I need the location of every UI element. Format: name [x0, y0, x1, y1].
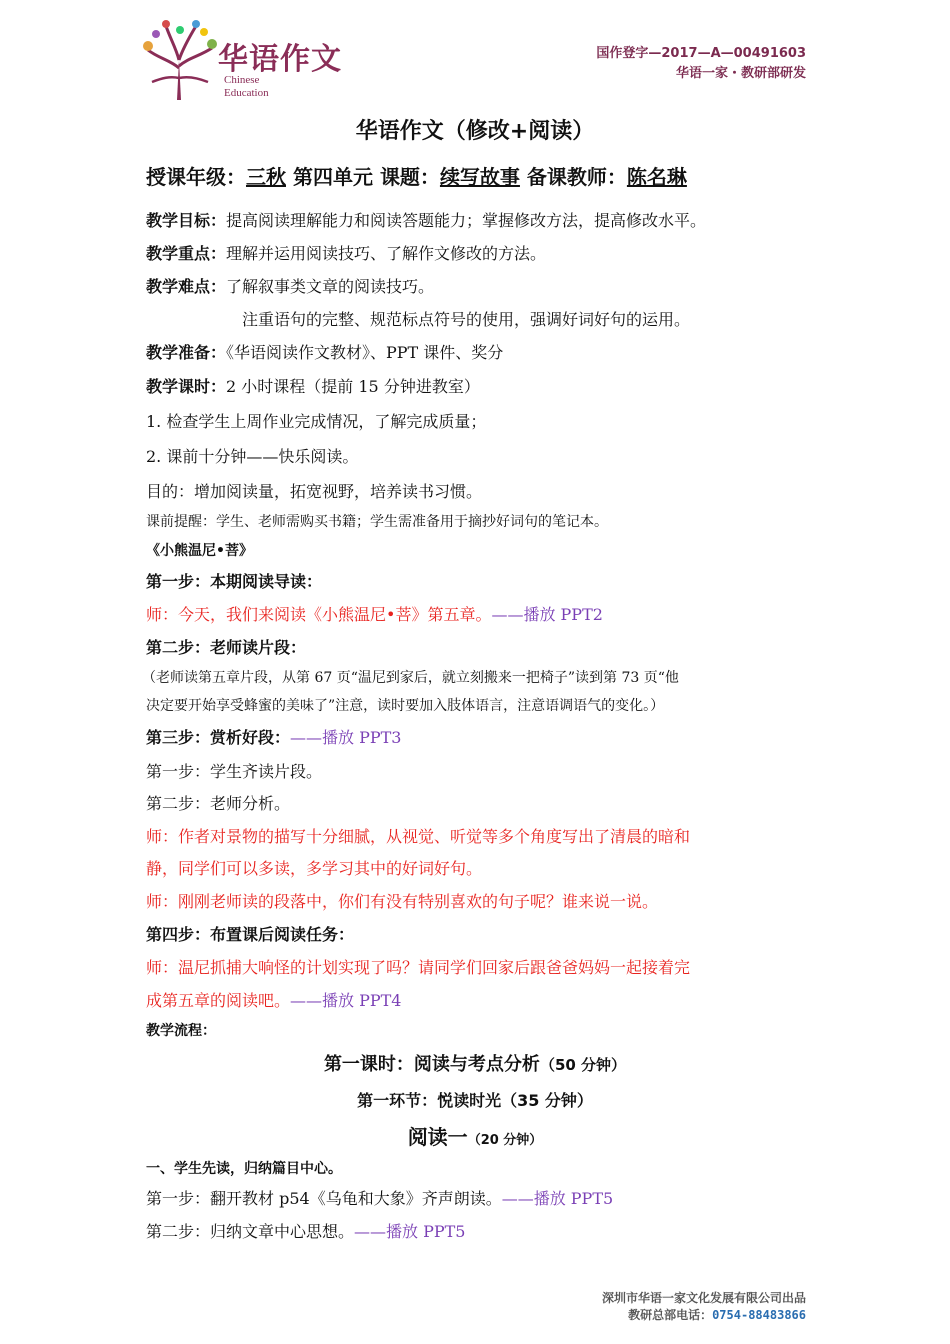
key-label: 教学重点：: [146, 244, 227, 263]
flow-heading: 教学流程：: [146, 1023, 216, 1039]
unit-value: 第四单元: [292, 165, 373, 189]
logo-sub-line2: Education: [224, 87, 269, 99]
read1-title: 阅读一: [407, 1125, 468, 1149]
step1-ppt: ——播放 PPT2: [491, 605, 603, 624]
topic-value: 续写故事: [439, 165, 520, 189]
step1-teacher-text: 师：今天，我们来阅读《小熊温尼•菩》第五章。: [146, 605, 492, 624]
teacher-task-a: 师：温尼抓捕大响怪的计划实现了吗？请同学们回家后跟爸爸妈妈一起接着完: [146, 958, 691, 977]
logo: [140, 20, 350, 102]
step3-heading: 第三步：赏析好段：: [146, 728, 291, 747]
lesson1-title: 第一课时：阅读与考点分析: [323, 1054, 540, 1075]
purpose-line: 目的：增加阅读量，拓宽视野，培养读书习惯。: [146, 482, 483, 501]
reading-step2-text: 第二步：归纳文章中心思想。: [146, 1222, 355, 1241]
list-item-1: 1. 检查学生上周作业完成情况，了解完成质量；: [146, 412, 487, 431]
time-line: [146, 374, 480, 397]
prep-line: [146, 340, 503, 363]
read1-time: （20 分钟）: [467, 1133, 543, 1148]
teacher-value: 陈名琳: [626, 165, 687, 189]
substep-1: 第一步：学生齐读片段。: [146, 762, 323, 781]
footer-company: 深圳市华语一家文化发展有限公司出品: [601, 1291, 806, 1305]
lesson1-heading: [0, 1050, 950, 1076]
tree-logo-icon: [140, 20, 218, 102]
difficulty-line: [146, 274, 434, 297]
step1-line: [146, 602, 603, 625]
lesson1-time: （50 分钟）: [539, 1056, 627, 1074]
teacher-question: 师：刚刚老师读的段落中，你们有没有特别喜欢的句子呢？谁来说一说。: [146, 892, 659, 911]
part1-heading: 一、学生先读，归纳篇目中心。: [146, 1161, 342, 1177]
reading-step2: [146, 1219, 466, 1242]
prep-text: 《华语阅读作文教材》、PPT 课件、奖分: [226, 343, 504, 362]
goal-label: 教学目标：: [146, 211, 227, 230]
teacher-task-b: 成第五章的阅读吧。: [146, 991, 291, 1010]
step2-note-2: 决定要开始享受蜂蜜的美味了”注意，读时要加入肢体语言，注意语调语气的变化。）: [146, 698, 665, 714]
step3-line: [146, 725, 402, 748]
footer-contact: [628, 1306, 806, 1323]
reading-step1: [146, 1186, 613, 1209]
goal-line: [146, 208, 706, 231]
step2-heading: 第二步：老师读片段：: [146, 638, 307, 657]
read1-heading: [0, 1121, 950, 1150]
step3-ppt: ——播放 PPT3: [290, 728, 402, 747]
logo-sub-line1: Chinese: [224, 74, 260, 86]
time-text: 2 小时课程（提前 15 分钟进教室）: [226, 377, 480, 396]
reading-step2-ppt: ——播放 PPT5: [354, 1222, 466, 1241]
footer-tel: 0754-88483866: [712, 1308, 806, 1322]
registration-number: 国作登字—2017—A—00491603: [596, 46, 806, 61]
grade-value: 三秋: [246, 165, 286, 189]
reading-step1-ppt: ——播放 PPT5: [501, 1189, 614, 1208]
reading-step1-text: 第一步：翻开教材 p54《乌龟和大象》齐声朗读。: [146, 1189, 502, 1208]
book-title: 《小熊温尼•菩》: [146, 543, 253, 559]
teacher-label: 备课教师：: [526, 165, 627, 189]
key-line: [146, 241, 546, 264]
key-text: 理解并运用阅读技巧、了解作文修改的方法。: [226, 244, 547, 263]
course-info: [146, 161, 687, 190]
time-label: 教学课时：: [146, 377, 227, 396]
footer-tel-label: 教研总部电话：: [628, 1308, 713, 1322]
step2-note-1: （老师读第五章片段，从第 67 页“温尼到家后，就立刻搬来一把椅子”读到第 73 页“他: [142, 670, 679, 686]
logo-title: 华语作文: [218, 42, 342, 77]
section1-heading: 第一环节：悦读时光（35 分钟）: [357, 1091, 593, 1110]
difficulty-text-2: 注重语句的完整、规范标点符号的使用，强调好词好句的运用。: [242, 310, 691, 329]
teacher-analysis-1b: 静，同学们可以多读，多学习其中的好词好句。: [146, 859, 483, 878]
step4-ppt: ——播放 PPT4: [290, 991, 402, 1010]
grade-label: 授课年级：: [146, 165, 246, 189]
page-title: 华语作文（修改+阅读）: [355, 119, 595, 144]
logo-subtitle: [224, 74, 269, 100]
topic-label: 课题：: [379, 165, 440, 189]
difficulty-text-1: 了解叙事类文章的阅读技巧。: [226, 277, 435, 296]
difficulty-label: 教学难点：: [146, 277, 227, 296]
reminder-line: 课前提醒：学生、老师需购买书籍；学生需准备用于摘抄好词句的笔记本。: [146, 514, 608, 530]
prep-label: 教学准备：: [146, 343, 227, 362]
list-item-2: 2. 课前十分钟——快乐阅读。: [146, 447, 359, 466]
substep-2: 第二步：老师分析。: [146, 794, 291, 813]
teacher-task-b-line: [146, 988, 402, 1011]
step4-heading: 第四步：布置课后阅读任务：: [146, 925, 355, 944]
step1-heading: 第一步：本期阅读导读：: [146, 572, 323, 591]
department: 华语一家・教研部研发: [675, 66, 806, 81]
goal-text: 提高阅读理解能力和阅读答题能力；掌握修改方法，提高修改水平。: [226, 211, 707, 230]
teacher-analysis-1a: 师：作者对景物的描写十分细腻，从视觉、听觉等多个角度写出了清晨的暗和: [146, 827, 691, 846]
